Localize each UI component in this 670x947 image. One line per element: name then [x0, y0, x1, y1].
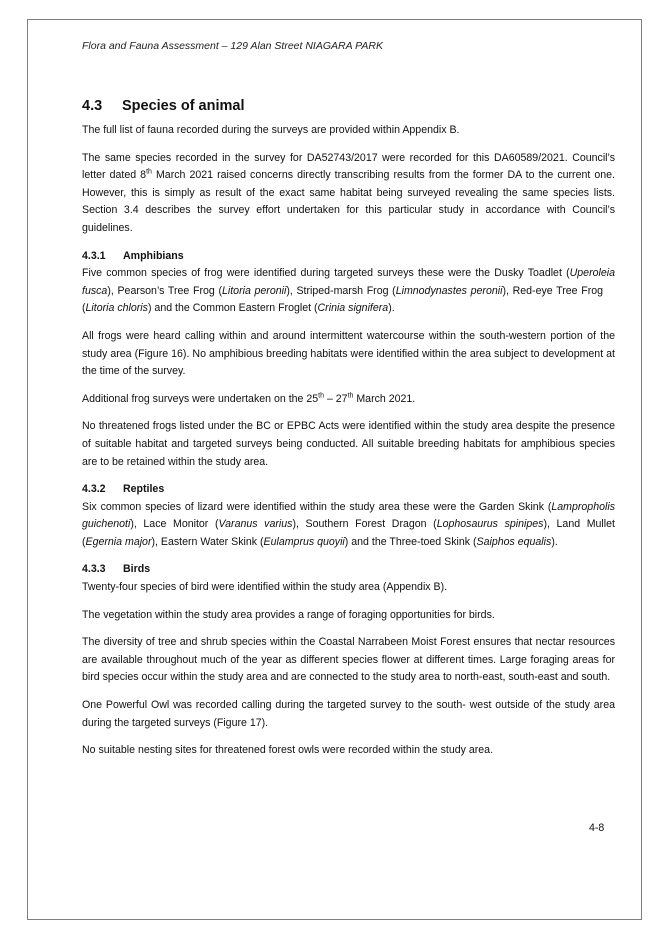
amphibians-paragraph-1: Five common species of frog were identified during targeted surveys these were the Dusky Toadlet (Uperoleia fusca), Pearson’s Tree Frog (Litoria peronii), Striped-marsh Frog (Limnodynastes peronii), Red-eye Tree Frog(Litoria chloris) and the Common Eastern Froglet (Crinia signifera). [82, 267, 615, 315]
section-intro-2: The same species recorded in the survey for DA52743/2017 were recorded for this DA60589/2021. Council’s letter dated 8th March 2021 raised concerns directly transcribing results from the former DA to the current one. However, this is simply as result of the exact same habitat being surveyed revealing the same species lists. Section 3.4 describes the survey effort undertaken for this particular study in accordance with Council’s guidelines. [82, 151, 615, 234]
birds-paragraph-4: One Powerful Owl was recorded calling during the targeted survey to the south- west outside of the study area during the targeted surveys (Figure 17). [82, 699, 615, 729]
subsection-title: Birds [123, 563, 151, 576]
amphibians-paragraph-2: All frogs were heard calling within and around intermittent watercourse within the south-western portion of the study area (Figure 16). No amphibious breeding habitats were identified within the area subject to development at the time of the survey. [82, 329, 615, 378]
amphibians-paragraph-4: No threatened frogs listed under the BC or EPBC Acts were identified within the study area despite the presence of suitable habitat and targeted surveys being conducted. All suitable breeding habitats for amphibious species are to be retained within the study area. [82, 420, 615, 468]
subsection-heading-amphibians [82, 248, 615, 266]
section-number: 4.3 [82, 98, 103, 114]
birds-paragraph-3: The diversity of tree and shrub species within the Coastal Narrabeen Moist Forest ensures that nectar resources are available throughout much of the year as different species flower at different times. Large foraging areas for bird species occur within the study area and are connected to the study area to north-east, south-east and south. [82, 636, 615, 684]
document-body [82, 96, 615, 770]
subsection-heading-reptiles [82, 481, 615, 499]
subsection-number: 4.3.3 [82, 563, 106, 576]
subsection-title: Reptiles [123, 483, 165, 496]
birds-paragraph-5: No suitable nesting sites for threatened forest owls were recorded within the study area. [82, 744, 494, 757]
reptiles-paragraph-1: Six common species of lizard were identified within the study area these were the Garden Skink (Lampropholis guichenoti), Lace Monitor (Varanus varius), Southern Forest Dragon (Lophosaurus spinipes), Land Mullet (Egernia major), Eastern Water Skink (Eulamprus quoyii) and the Three-toed Skink (Saiphos equalis). [82, 500, 615, 548]
section-heading [82, 96, 615, 116]
subsection-title: Amphibians [123, 249, 184, 262]
subsection-heading-birds [82, 561, 615, 579]
running-header: Flora and Fauna Assessment – 129 Alan Street NIAGARA PARK [82, 40, 383, 52]
page-number: 4-8 [589, 822, 605, 834]
birds-paragraph-2: The vegetation within the study area provides a range of foraging opportunities for birds. [82, 608, 495, 621]
section-title: Species of animal [122, 98, 245, 114]
section-intro-1: The full list of fauna recorded during the surveys are provided within Appendix B. [82, 124, 460, 136]
subsection-number: 4.3.2 [82, 483, 106, 496]
subsection-number: 4.3.1 [82, 249, 106, 262]
birds-paragraph-1: Twenty-four species of bird were identified within the study area (Appendix B). [82, 581, 448, 594]
amphibians-paragraph-3: Additional frog surveys were undertaken on the 25th – 27th March 2021. [82, 392, 416, 405]
